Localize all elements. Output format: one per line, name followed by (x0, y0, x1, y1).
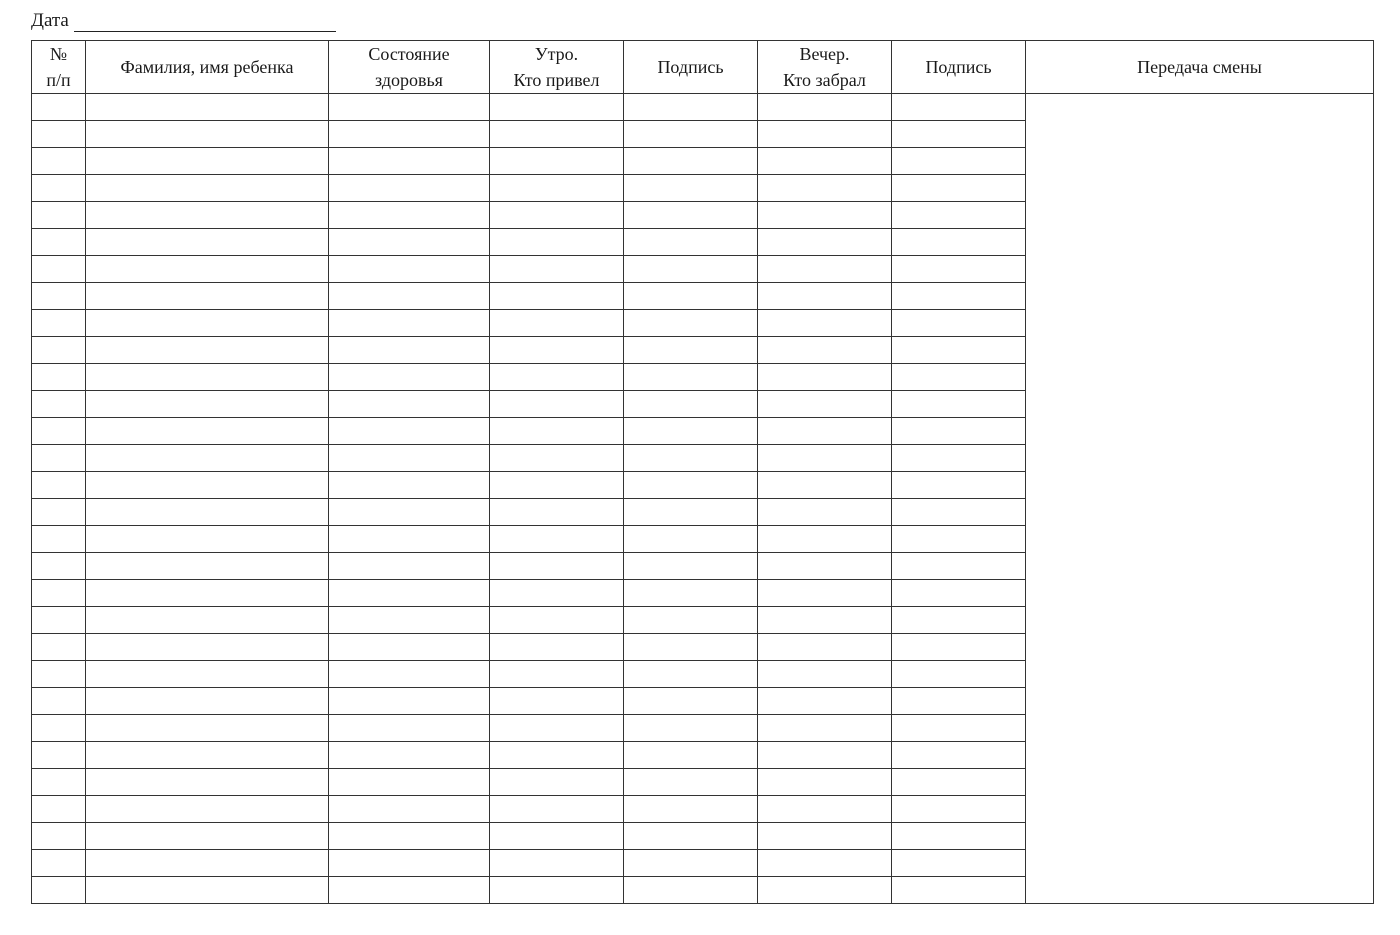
cell-evening[interactable] (758, 391, 892, 418)
cell-signature-morning[interactable] (624, 634, 758, 661)
header-line: Кто привел (513, 70, 600, 90)
cell-signature-evening[interactable] (892, 310, 1026, 337)
cell-number[interactable] (32, 310, 86, 337)
cell-child-name[interactable] (86, 688, 329, 715)
cell-signature-morning[interactable] (624, 148, 758, 175)
cell-signature-morning[interactable] (624, 877, 758, 904)
cell-health[interactable] (329, 445, 490, 472)
cell-signature-morning[interactable] (624, 121, 758, 148)
cell-number[interactable] (32, 202, 86, 229)
header-line: Утро. (534, 44, 579, 64)
cell-evening[interactable] (758, 499, 892, 526)
cell-signature-evening[interactable] (892, 121, 1026, 148)
col-header-child-name (86, 41, 329, 94)
cell-morning[interactable] (490, 202, 624, 229)
cell-signature-evening[interactable] (892, 877, 1026, 904)
cell-evening[interactable] (758, 310, 892, 337)
header-line: Вечер. (799, 44, 850, 64)
table-body (32, 94, 1374, 904)
cell-morning[interactable] (490, 418, 624, 445)
cell-signature-morning[interactable] (624, 94, 758, 121)
cell-evening[interactable] (758, 472, 892, 499)
cell-child-name[interactable] (86, 445, 329, 472)
cell-number[interactable] (32, 499, 86, 526)
cell-child-name[interactable] (86, 823, 329, 850)
header-line: Состояние (368, 44, 450, 64)
col-header-signature-evening (892, 41, 1026, 94)
cell-health[interactable] (329, 148, 490, 175)
cell-morning[interactable] (490, 175, 624, 202)
col-header-evening (758, 41, 892, 94)
cell-number[interactable] (32, 769, 86, 796)
cell-signature-morning[interactable] (624, 229, 758, 256)
cell-evening[interactable] (758, 607, 892, 634)
cell-number[interactable] (32, 742, 86, 769)
cell-morning[interactable] (490, 634, 624, 661)
col-header-number (32, 41, 86, 94)
cell-child-name[interactable] (86, 526, 329, 553)
cell-number[interactable] (32, 256, 86, 283)
cell-morning[interactable] (490, 580, 624, 607)
cell-number[interactable] (32, 553, 86, 580)
cell-signature-morning[interactable] (624, 580, 758, 607)
cell-number[interactable] (32, 121, 86, 148)
cell-health[interactable] (329, 337, 490, 364)
cell-morning[interactable] (490, 661, 624, 688)
cell-signature-evening[interactable] (892, 499, 1026, 526)
cell-child-name[interactable] (86, 634, 329, 661)
cell-health[interactable] (329, 526, 490, 553)
cell-signature-morning[interactable] (624, 553, 758, 580)
cell-number[interactable] (32, 337, 86, 364)
cell-signature-evening[interactable] (892, 796, 1026, 823)
cell-morning[interactable] (490, 94, 624, 121)
cell-health[interactable] (329, 121, 490, 148)
cell-signature-evening[interactable] (892, 580, 1026, 607)
col-header-health (329, 41, 490, 94)
cell-health[interactable] (329, 391, 490, 418)
cell-health[interactable] (329, 688, 490, 715)
cell-signature-evening[interactable] (892, 202, 1026, 229)
cell-health[interactable] (329, 310, 490, 337)
cell-morning[interactable] (490, 499, 624, 526)
cell-morning[interactable] (490, 391, 624, 418)
col-header-shift-handover (1026, 41, 1374, 94)
header-line: Подпись (657, 57, 724, 77)
cell-child-name[interactable] (86, 148, 329, 175)
cell-signature-evening[interactable] (892, 526, 1026, 553)
cell-number[interactable] (32, 364, 86, 391)
cell-signature-morning[interactable] (624, 256, 758, 283)
col-header-morning (490, 41, 624, 94)
cell-signature-morning[interactable] (624, 202, 758, 229)
cell-morning[interactable] (490, 472, 624, 499)
cell-number[interactable] (32, 580, 86, 607)
cell-health[interactable] (329, 634, 490, 661)
cell-signature-morning[interactable] (624, 499, 758, 526)
cell-evening[interactable] (758, 823, 892, 850)
cell-health[interactable] (329, 877, 490, 904)
cell-child-name[interactable] (86, 175, 329, 202)
cell-signature-evening[interactable] (892, 715, 1026, 742)
cell-evening[interactable] (758, 229, 892, 256)
cell-signature-evening[interactable] (892, 634, 1026, 661)
cell-number[interactable] (32, 850, 86, 877)
cell-child-name[interactable] (86, 283, 329, 310)
cell-morning[interactable] (490, 850, 624, 877)
cell-health[interactable] (329, 202, 490, 229)
table-row (32, 94, 1374, 121)
cell-signature-morning[interactable] (624, 661, 758, 688)
cell-child-name[interactable] (86, 94, 329, 121)
cell-morning[interactable] (490, 796, 624, 823)
cell-health[interactable] (329, 796, 490, 823)
cell-morning[interactable] (490, 688, 624, 715)
cell-evening[interactable] (758, 526, 892, 553)
cell-number[interactable] (32, 634, 86, 661)
date-blank-line[interactable] (74, 11, 336, 32)
cell-signature-morning[interactable] (624, 715, 758, 742)
cell-evening[interactable] (758, 337, 892, 364)
cell-number[interactable] (32, 715, 86, 742)
cell-signature-morning[interactable] (624, 769, 758, 796)
cell-morning[interactable] (490, 715, 624, 742)
cell-child-name[interactable] (86, 499, 329, 526)
cell-signature-evening[interactable] (892, 553, 1026, 580)
cell-number[interactable] (32, 607, 86, 634)
cell-signature-evening[interactable] (892, 472, 1026, 499)
cell-number[interactable] (32, 472, 86, 499)
cell-evening[interactable] (758, 634, 892, 661)
header-line: Подпись (925, 57, 992, 77)
cell-child-name[interactable] (86, 715, 329, 742)
cell-child-name[interactable] (86, 121, 329, 148)
cell-morning[interactable] (490, 877, 624, 904)
cell-child-name[interactable] (86, 472, 329, 499)
cell-health[interactable] (329, 769, 490, 796)
cell-child-name[interactable] (86, 418, 329, 445)
cell-health[interactable] (329, 661, 490, 688)
cell-number[interactable] (32, 688, 86, 715)
cell-health[interactable] (329, 418, 490, 445)
cell-evening[interactable] (758, 445, 892, 472)
cell-evening[interactable] (758, 283, 892, 310)
header-line: здоровья (375, 70, 443, 90)
cell-shift-handover[interactable] (1026, 94, 1374, 904)
cell-health[interactable] (329, 364, 490, 391)
cell-health[interactable] (329, 823, 490, 850)
cell-signature-morning[interactable] (624, 850, 758, 877)
cell-morning[interactable] (490, 229, 624, 256)
cell-evening[interactable] (758, 553, 892, 580)
cell-health[interactable] (329, 229, 490, 256)
cell-signature-evening[interactable] (892, 661, 1026, 688)
cell-health[interactable] (329, 256, 490, 283)
cell-evening[interactable] (758, 175, 892, 202)
cell-evening[interactable] (758, 688, 892, 715)
cell-child-name[interactable] (86, 769, 329, 796)
cell-evening[interactable] (758, 94, 892, 121)
cell-child-name[interactable] (86, 877, 329, 904)
cell-evening[interactable] (758, 661, 892, 688)
cell-signature-morning[interactable] (624, 418, 758, 445)
cell-signature-morning[interactable] (624, 742, 758, 769)
cell-evening[interactable] (758, 256, 892, 283)
cell-health[interactable] (329, 580, 490, 607)
cell-signature-morning[interactable] (624, 337, 758, 364)
cell-morning[interactable] (490, 148, 624, 175)
cell-evening[interactable] (758, 796, 892, 823)
header-line: п/п (46, 70, 71, 90)
cell-child-name[interactable] (86, 202, 329, 229)
cell-child-name[interactable] (86, 796, 329, 823)
cell-health[interactable] (329, 607, 490, 634)
cell-number[interactable] (32, 661, 86, 688)
table-header-row (32, 41, 1374, 94)
cell-health[interactable] (329, 553, 490, 580)
cell-child-name[interactable] (86, 553, 329, 580)
cell-number[interactable] (32, 148, 86, 175)
header-line: № (49, 44, 68, 64)
cell-signature-evening[interactable] (892, 769, 1026, 796)
cell-health[interactable] (329, 742, 490, 769)
cell-morning[interactable] (490, 256, 624, 283)
cell-health[interactable] (329, 499, 490, 526)
cell-signature-evening[interactable] (892, 823, 1026, 850)
cell-number[interactable] (32, 391, 86, 418)
cell-signature-evening[interactable] (892, 175, 1026, 202)
cell-health[interactable] (329, 715, 490, 742)
cell-signature-evening[interactable] (892, 850, 1026, 877)
cell-number[interactable] (32, 418, 86, 445)
cell-child-name[interactable] (86, 256, 329, 283)
cell-child-name[interactable] (86, 229, 329, 256)
date-field (31, 6, 336, 32)
cell-child-name[interactable] (86, 607, 329, 634)
cell-child-name[interactable] (86, 580, 329, 607)
cell-signature-morning[interactable] (624, 472, 758, 499)
cell-morning[interactable] (490, 283, 624, 310)
cell-signature-morning[interactable] (624, 607, 758, 634)
cell-morning[interactable] (490, 823, 624, 850)
cell-morning[interactable] (490, 310, 624, 337)
cell-child-name[interactable] (86, 391, 329, 418)
cell-signature-evening[interactable] (892, 283, 1026, 310)
cell-signature-morning[interactable] (624, 283, 758, 310)
cell-number[interactable] (32, 823, 86, 850)
cell-morning[interactable] (490, 553, 624, 580)
header-line: Передача смены (1137, 57, 1262, 77)
cell-number[interactable] (32, 94, 86, 121)
header-line: Фамилия, имя ребенка (120, 57, 294, 77)
cell-morning[interactable] (490, 526, 624, 553)
cell-number[interactable] (32, 877, 86, 904)
cell-child-name[interactable] (86, 742, 329, 769)
cell-signature-evening[interactable] (892, 742, 1026, 769)
cell-evening[interactable] (758, 364, 892, 391)
cell-signature-evening[interactable] (892, 94, 1026, 121)
cell-morning[interactable] (490, 607, 624, 634)
cell-evening[interactable] (758, 121, 892, 148)
cell-child-name[interactable] (86, 337, 329, 364)
header-line: Кто забрал (783, 70, 866, 90)
cell-morning[interactable] (490, 769, 624, 796)
cell-evening[interactable] (758, 715, 892, 742)
cell-evening[interactable] (758, 418, 892, 445)
cell-health[interactable] (329, 472, 490, 499)
cell-signature-evening[interactable] (892, 337, 1026, 364)
cell-evening[interactable] (758, 202, 892, 229)
cell-health[interactable] (329, 175, 490, 202)
cell-signature-evening[interactable] (892, 418, 1026, 445)
cell-signature-morning[interactable] (624, 445, 758, 472)
cell-child-name[interactable] (86, 661, 329, 688)
date-label: Дата (31, 10, 69, 31)
cell-signature-morning[interactable] (624, 796, 758, 823)
cell-child-name[interactable] (86, 364, 329, 391)
cell-signature-morning[interactable] (624, 175, 758, 202)
attendance-table (31, 40, 1374, 904)
cell-morning[interactable] (490, 337, 624, 364)
cell-signature-morning[interactable] (624, 364, 758, 391)
cell-signature-evening[interactable] (892, 229, 1026, 256)
cell-number[interactable] (32, 526, 86, 553)
cell-morning[interactable] (490, 445, 624, 472)
cell-health[interactable] (329, 94, 490, 121)
cell-evening[interactable] (758, 148, 892, 175)
cell-health[interactable] (329, 850, 490, 877)
cell-child-name[interactable] (86, 310, 329, 337)
cell-morning[interactable] (490, 121, 624, 148)
cell-health[interactable] (329, 283, 490, 310)
cell-signature-evening[interactable] (892, 445, 1026, 472)
cell-signature-evening[interactable] (892, 688, 1026, 715)
col-header-signature-morning (624, 41, 758, 94)
cell-child-name[interactable] (86, 850, 329, 877)
cell-number[interactable] (32, 175, 86, 202)
cell-morning[interactable] (490, 742, 624, 769)
cell-signature-morning[interactable] (624, 823, 758, 850)
cell-signature-morning[interactable] (624, 310, 758, 337)
cell-signature-evening[interactable] (892, 391, 1026, 418)
cell-evening[interactable] (758, 742, 892, 769)
cell-signature-morning[interactable] (624, 526, 758, 553)
cell-evening[interactable] (758, 850, 892, 877)
cell-number[interactable] (32, 229, 86, 256)
cell-signature-morning[interactable] (624, 688, 758, 715)
cell-number[interactable] (32, 283, 86, 310)
cell-signature-evening[interactable] (892, 148, 1026, 175)
cell-signature-morning[interactable] (624, 391, 758, 418)
cell-morning[interactable] (490, 364, 624, 391)
cell-number[interactable] (32, 796, 86, 823)
cell-number[interactable] (32, 445, 86, 472)
cell-signature-evening[interactable] (892, 607, 1026, 634)
cell-evening[interactable] (758, 580, 892, 607)
cell-evening[interactable] (758, 877, 892, 904)
cell-signature-evening[interactable] (892, 364, 1026, 391)
cell-signature-evening[interactable] (892, 256, 1026, 283)
cell-evening[interactable] (758, 769, 892, 796)
